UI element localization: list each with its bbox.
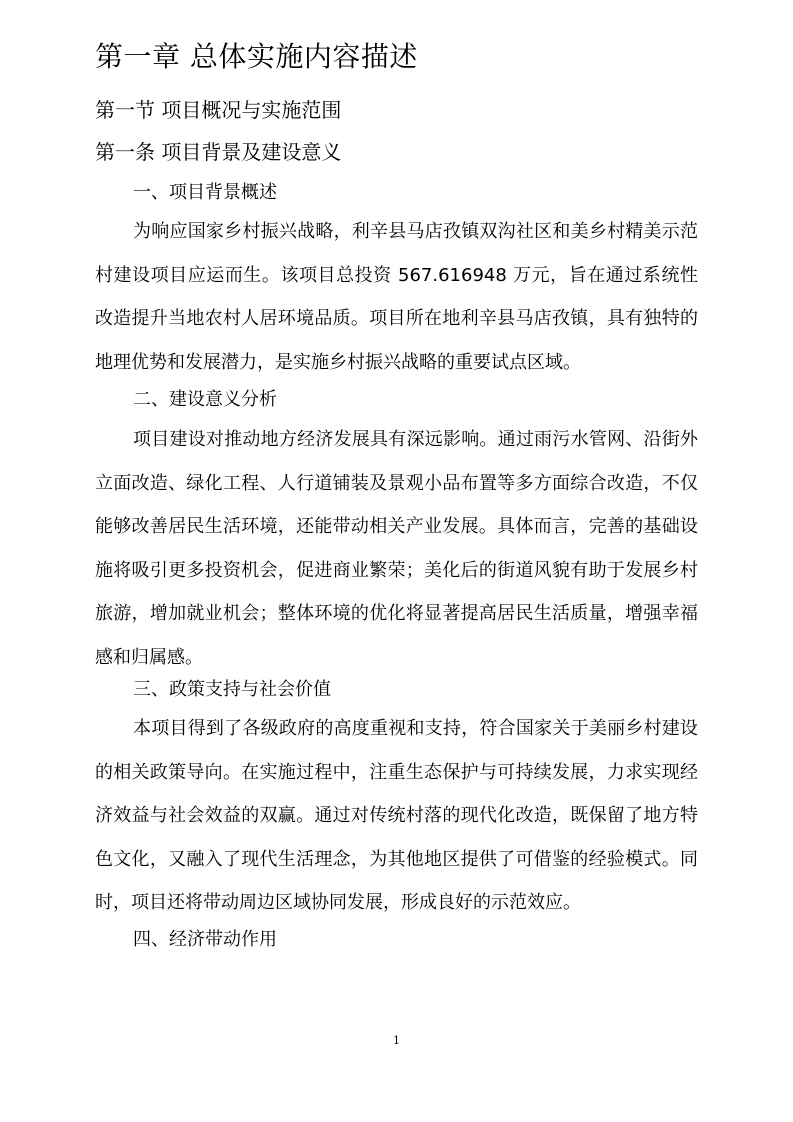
subheading-background-overview: 一、项目背景概述 bbox=[133, 182, 277, 203]
paragraph-policy-social-value: 本项目得到了各级政府的高度重视和支持，符合国家关于美丽乡村建设的相关政策导向。在实施过程中，注重生态保护与可持续发展，力求实现经济效益与社会效益的双赢。通过对传统村落的现代化改造，既保留了地方特色文化，又融入了现代生活理念，为其他地区提供了可借鉴的经验模式。同时，项目还将带动周边区域协同发展，形成良好的示范效应。 bbox=[95, 718, 698, 913]
page-number: 1 bbox=[393, 1034, 400, 1047]
subheading-policy-social-value: 三、政策支持与社会价值 bbox=[133, 679, 331, 700]
chapter-title: 第一章 总体实施内容描述 bbox=[95, 40, 418, 73]
paragraph-background-overview: 为响应国家乡村振兴战略，利辛县马店孜镇双沟社区和美乡村精美示范村建设项目应运而生。该项目总投资 567.616948 万元，旨在通过系统性改造提升当地农村人居环境品质。项目所在地利辛县马店孜镇，具有独特的地理优势和发展潜力，是实施乡村振兴战略的重要试点区域。 bbox=[95, 221, 698, 373]
article-title: 第一条 项目背景及建设意义 bbox=[95, 140, 342, 164]
subheading-economic-driving-role: 四、经济带动作用 bbox=[133, 929, 277, 950]
section-title: 第一节 项目概况与实施范围 bbox=[95, 98, 342, 122]
paragraph-significance-analysis: 项目建设对推动地方经济发展具有深远影响。通过雨污水管网、沿街外立面改造、绿化工程、人行道铺装及景观小品布置等多方面综合改造，不仅能够改善居民生活环境，还能带动相关产业发展。具体而言，完善的基础设施将吸引更多投资机会，促进商业繁荣；美化后的街道风貌有助于发展乡村旅游，增加就业机会；整体环境的优化将显著提高居民生活质量，增强幸福感和归属感。 bbox=[95, 429, 698, 668]
subheading-significance-analysis: 二、建设意义分析 bbox=[133, 389, 277, 410]
